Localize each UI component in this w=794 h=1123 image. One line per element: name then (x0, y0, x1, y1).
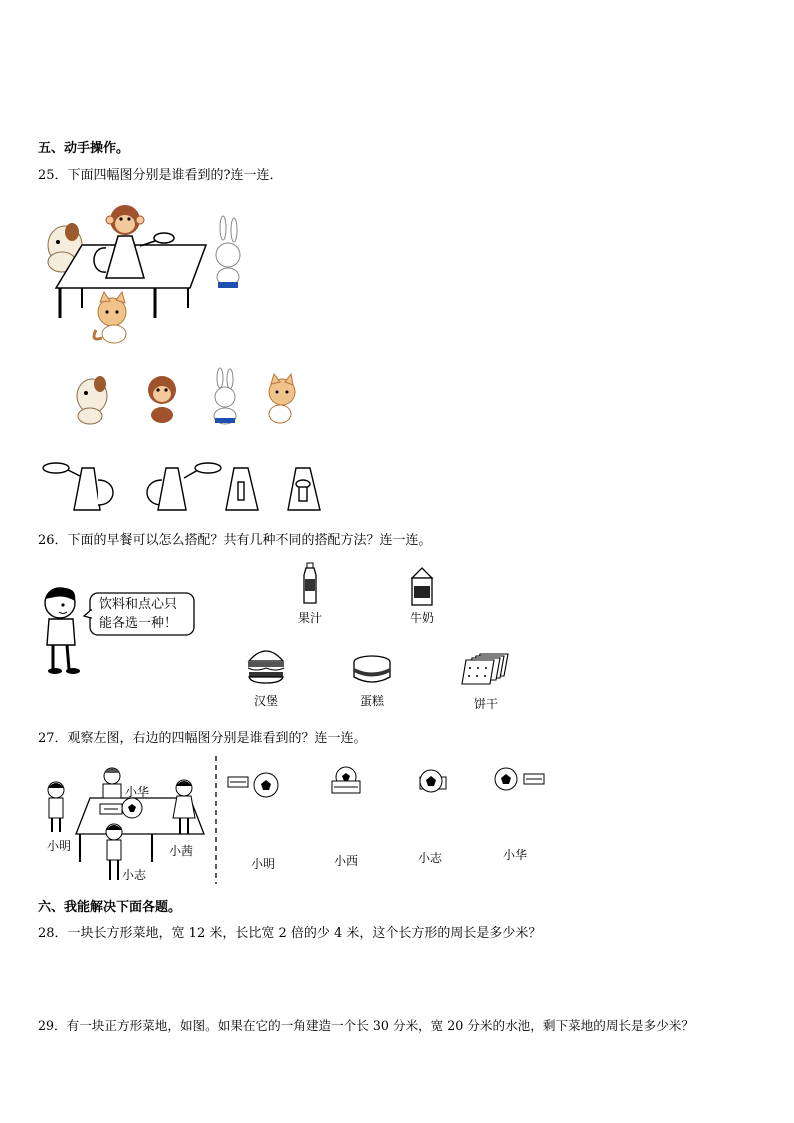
q27-views (226, 765, 556, 805)
scene-name-bottom: 小志 (121, 868, 146, 882)
juice-bottle-icon (300, 563, 320, 605)
view-4 (495, 768, 544, 790)
view-label-3: 小志 (417, 851, 442, 865)
section-6-heading: 六、我能解决下面各题。 (38, 900, 182, 915)
speech-line-1: 饮料和点心只 (99, 597, 178, 612)
rabbit-icon (214, 368, 236, 424)
question-25-text: 25．下面四幅图分别是谁看到的?连一连． (38, 168, 283, 183)
q25-views-row (38, 460, 338, 515)
question-27-text: 27．观察左图，右边的四幅图分别是谁看到的？连一连。 (38, 731, 367, 746)
question-26-text: 26．下面的早餐可以怎么搭配？共有几种不同的搭配方法？连一连。 (38, 533, 432, 548)
snack-label-cake: 蛋糕 (359, 694, 384, 708)
view-2 (332, 767, 360, 793)
kettle-view-2 (147, 463, 221, 510)
drink-label-milk: 牛奶 (409, 611, 434, 625)
question-28-text: 28．一块长方形菜地，宽 12 米，长比宽 2 倍的少 4 米，这个长方形的周长是多少米？ (38, 926, 542, 941)
question-29-text: 29．有一块正方形菜地，如图。如果在它的一角建造一个长 30 分米，宽 20 分米的水池，剩下菜地的周长是多少米？ (38, 1018, 694, 1033)
speech-line-2: 能各选一种！ (99, 616, 178, 631)
cake-icon (352, 655, 392, 685)
view-label-1: 小明 (250, 857, 275, 871)
snack-label-biscuit: 饼干 (473, 697, 498, 711)
hamburger-icon (246, 645, 286, 683)
rabbit-icon (216, 216, 240, 288)
scene-name-top: 小华 (124, 785, 149, 799)
cat-icon (94, 292, 126, 343)
drink-label-juice: 果汁 (297, 611, 322, 625)
q25-animals-row (70, 370, 310, 430)
snack-label-hamburger: 汉堡 (253, 694, 278, 708)
cat-icon (269, 374, 295, 423)
biscuit-icon (458, 652, 512, 688)
milk-carton-icon (407, 568, 437, 606)
scene-name-left: 小明 (46, 839, 71, 853)
scene-name-right: 小茜 (168, 844, 193, 858)
view-1 (228, 773, 278, 797)
view-label-4: 小华 (502, 848, 527, 862)
q25-scene (40, 200, 260, 350)
kettle-view-3 (226, 468, 258, 510)
view-3 (420, 770, 446, 792)
dashed-divider (214, 756, 218, 886)
boy-icon (35, 585, 90, 675)
kettle-view-4 (288, 468, 320, 510)
kettle-view-1 (43, 463, 113, 510)
section-5-heading: 五、动手操作。 (38, 141, 130, 156)
dog-icon (77, 376, 107, 424)
monkey-icon (106, 205, 144, 235)
monkey-icon (148, 376, 176, 423)
view-label-2: 小西 (333, 854, 358, 868)
